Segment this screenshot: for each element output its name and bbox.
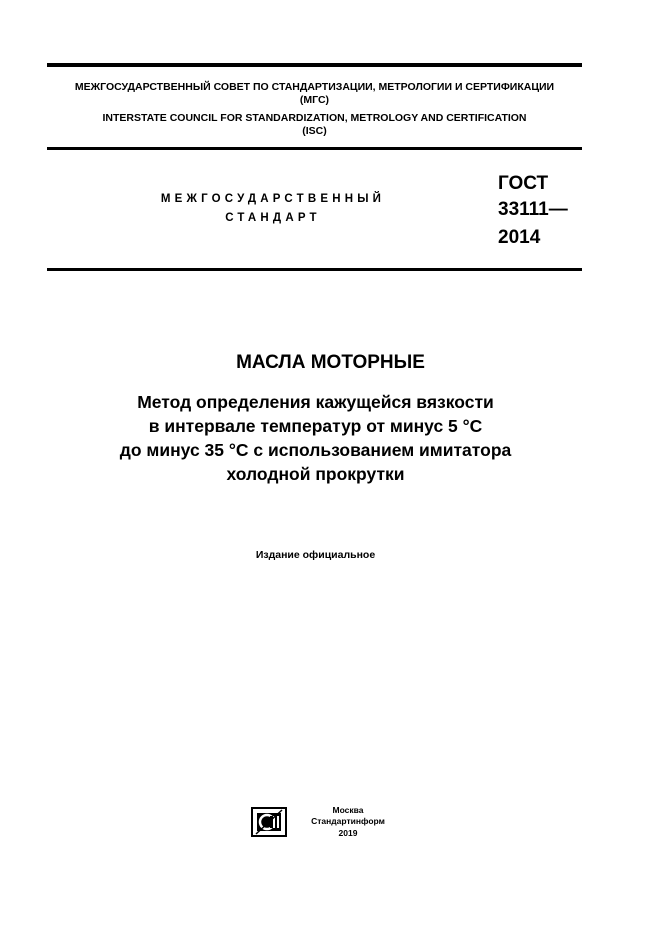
publisher-city: Москва [332, 805, 364, 815]
gost-year: 2014 [498, 227, 541, 248]
document-subtitle-line: в интервале температур от минус 5 °С [148, 416, 483, 436]
standartinform-logo-icon [251, 807, 287, 837]
gost-word: ГОСТ [498, 173, 549, 194]
document-subtitle-line: Метод определения кажущейся вязкости [137, 392, 494, 412]
edition-label: Издание официальное [255, 549, 376, 561]
council-abbr-ru: (МГС) [299, 94, 330, 106]
publisher-name: Стандартинформ [311, 816, 385, 826]
document-title: МАСЛА МОТОРНЫЕ [236, 352, 425, 373]
standard-divider [47, 268, 582, 271]
gost-number: 33111— [498, 199, 568, 220]
top-rule [47, 63, 582, 67]
council-abbr-en: (ISC) [302, 125, 327, 137]
council-name-en: INTERSTATE COUNCIL FOR STANDARDIZATION, METROLOGY AND CERTIFICATION [102, 112, 527, 124]
standard-type-line2: СТАНДАРТ [225, 212, 321, 224]
publication-year: 2019 [338, 828, 358, 838]
standard-type-line1: МЕЖГОСУДАРСТВЕННЫЙ [160, 193, 386, 205]
council-name-ru: МЕЖГОСУДАРСТВЕННЫЙ СОВЕТ ПО СТАНДАРТИЗАЦИИ, МЕТРОЛОГИИ И СЕРТИФИКАЦИИ [74, 81, 555, 93]
document-subtitle-line: холодной прокрутки [226, 464, 405, 484]
header-divider [47, 147, 582, 150]
document-subtitle-line: до минус 35 °С с использованием имитатора [119, 440, 512, 460]
